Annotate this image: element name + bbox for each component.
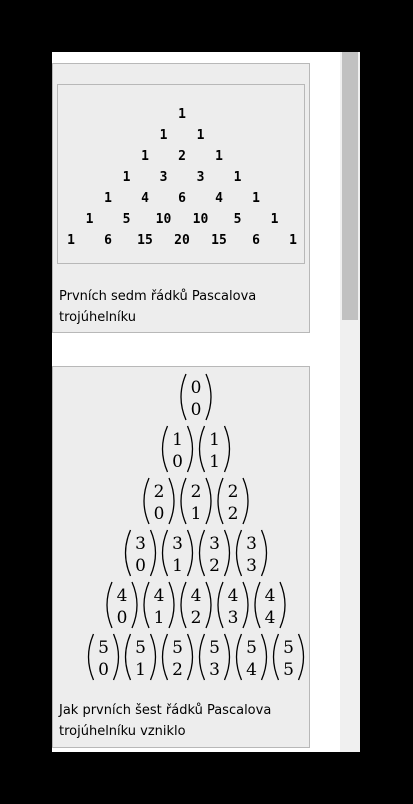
binomial-coefficient: [163, 634, 193, 680]
binomial-bottom-number: 3: [227, 608, 239, 628]
pascal-number: 1: [252, 191, 260, 206]
binomial-bottom-number: 2: [190, 608, 202, 628]
binomial-coefficient: [200, 530, 230, 576]
right-parenthesis: [114, 634, 119, 680]
binomial-coefficient: [181, 582, 211, 628]
left-parenthesis: [144, 582, 149, 628]
binomial-top-number: 4: [190, 586, 202, 606]
pascal-number: 2: [178, 149, 186, 164]
binomial-bottom-number: 1: [190, 504, 202, 524]
binomial-top-number: 5: [172, 638, 183, 658]
binomial-coefficient: [218, 478, 248, 524]
left-parenthesis: [218, 478, 223, 524]
binomial-bottom-number: 0: [153, 504, 165, 524]
binomial-top-number: 2: [190, 482, 202, 502]
binomial-bottom-number: 4: [246, 660, 257, 680]
pascal-number: 4: [215, 191, 223, 206]
right-parenthesis: [225, 426, 230, 472]
binomial-coefficient: [181, 478, 211, 524]
pascal-triangle-image: [57, 84, 305, 264]
binomial-coefficient: [274, 634, 304, 680]
left-parenthesis: [255, 582, 260, 628]
pascal-triangle-svg: [58, 85, 306, 265]
pascal-number: 5: [233, 212, 242, 227]
right-parenthesis: [132, 582, 137, 628]
binomial-top-number: 3: [172, 534, 183, 554]
binomial-top-number: 2: [227, 482, 239, 502]
binomial-top-number: 5: [135, 638, 146, 658]
pascal-number: 1: [159, 128, 168, 143]
right-parenthesis: [243, 582, 248, 628]
right-parenthesis: [188, 530, 193, 576]
pascal-number: 5: [122, 212, 131, 227]
left-parenthesis: [181, 374, 186, 420]
left-parenthesis: [163, 530, 168, 576]
pascal-number: 1: [104, 191, 112, 206]
left-parenthesis: [237, 530, 242, 576]
binomial-top-number: 5: [209, 638, 220, 658]
pascal-number: 1: [67, 233, 75, 248]
binomial-top-number: 3: [209, 534, 220, 554]
pascal-number: 1: [196, 128, 205, 143]
binomial-top-number: 4: [227, 586, 239, 606]
binomial-top-number: 0: [190, 378, 202, 398]
binomial-coefficient: [144, 582, 174, 628]
binomial-coefficient: [200, 634, 230, 680]
binomial-top-number: 5: [246, 638, 257, 658]
binomial-coefficient: [107, 582, 137, 628]
binomial-top-number: 3: [246, 534, 257, 554]
right-parenthesis: [169, 582, 174, 628]
pascal-number: 6: [104, 233, 112, 248]
binomial-top-number: 3: [135, 534, 146, 554]
binomial-bottom-number: 1: [153, 608, 165, 628]
binomial-top-number: 5: [98, 638, 109, 658]
left-parenthesis: [107, 582, 112, 628]
binomial-coefficient: [126, 634, 156, 680]
pascal-number: 20: [174, 233, 190, 248]
pascal-number: 3: [196, 170, 205, 185]
left-parenthesis: [181, 582, 186, 628]
binomial-bottom-number: 0: [135, 556, 146, 576]
pascal-number: 4: [141, 191, 149, 206]
pascal-number: 1: [270, 212, 279, 227]
left-parenthesis: [163, 634, 168, 680]
figure-caption-binomial: Jak prvních šest řádků Pascalova trojúhelníku vzniklo: [59, 703, 272, 739]
right-parenthesis: [169, 478, 174, 524]
binomial-coefficient: [181, 374, 211, 420]
right-parenthesis: [188, 426, 193, 472]
binomial-top-number: 2: [153, 482, 165, 502]
binomial-bottom-number: 3: [209, 660, 220, 680]
right-parenthesis: [151, 530, 156, 576]
binomial-coefficient: [237, 634, 267, 680]
binomial-bottom-number: 2: [209, 556, 220, 576]
right-parenthesis: [225, 530, 230, 576]
left-parenthesis: [163, 426, 168, 472]
pascal-number: 1: [215, 149, 223, 164]
right-parenthesis: [262, 530, 267, 576]
figure-binomial-triangle: [52, 366, 310, 748]
left-parenthesis: [126, 530, 131, 576]
right-parenthesis: [262, 634, 267, 680]
binomial-bottom-number: 5: [283, 660, 294, 680]
pascal-number: 1: [141, 149, 149, 164]
binomial-top-number: 1: [209, 430, 220, 450]
right-parenthesis: [225, 634, 230, 680]
binomial-bottom-number: 2: [227, 504, 239, 524]
binomial-top-number: 5: [283, 638, 294, 658]
left-parenthesis: [200, 530, 205, 576]
pascal-number: 1: [233, 170, 242, 185]
left-parenthesis: [200, 634, 205, 680]
figure-caption-pascal: Prvních sedm řádků Pascalova trojúhelníku: [59, 289, 257, 325]
pascal-number: 10: [155, 212, 172, 227]
binomial-top-number: 1: [172, 430, 183, 450]
binomial-bottom-number: 2: [172, 660, 183, 680]
binomial-coefficient: [144, 478, 174, 524]
binomial-bottom-number: 0: [190, 400, 202, 420]
article-viewport: [52, 52, 360, 752]
pascal-number: 15: [211, 233, 227, 248]
pascal-number: 3: [159, 170, 168, 185]
left-parenthesis: [218, 582, 223, 628]
pascal-number: 1: [289, 233, 297, 248]
left-parenthesis: [126, 634, 131, 680]
left-parenthesis: [274, 634, 279, 680]
right-parenthesis: [206, 478, 211, 524]
right-parenthesis: [206, 582, 211, 628]
right-parenthesis: [299, 634, 304, 680]
figure-pascal-triangle: [52, 63, 310, 333]
binomial-bottom-number: 0: [172, 452, 183, 472]
left-parenthesis: [200, 426, 205, 472]
pascal-number: 10: [192, 212, 209, 227]
binomial-coefficient: [218, 582, 248, 628]
right-parenthesis: [280, 582, 285, 628]
right-parenthesis: [188, 634, 193, 680]
right-parenthesis: [151, 634, 156, 680]
pascal-number: 1: [122, 170, 131, 185]
binomial-bottom-number: 1: [209, 452, 220, 472]
binomial-top-number: 4: [153, 586, 165, 606]
binomial-coefficient: [163, 530, 193, 576]
binomial-bottom-number: 0: [116, 608, 128, 628]
binomial-coefficient: [89, 634, 119, 680]
binomial-coefficient: [255, 582, 285, 628]
left-parenthesis: [144, 478, 149, 524]
binomial-bottom-number: 0: [98, 660, 109, 680]
binomial-bottom-number: 3: [246, 556, 257, 576]
binomial-top-number: 4: [264, 586, 276, 606]
pascal-number: 6: [252, 233, 260, 248]
binomial-coefficient: [237, 530, 267, 576]
binomial-bottom-number: 1: [172, 556, 183, 576]
scrollbar-thumb[interactable]: [342, 52, 358, 320]
binomial-bottom-number: 4: [264, 608, 276, 628]
right-parenthesis: [206, 374, 211, 420]
left-parenthesis: [237, 634, 242, 680]
binomial-bottom-number: 1: [135, 660, 146, 680]
left-parenthesis: [89, 634, 94, 680]
pascal-number: 15: [137, 233, 153, 248]
pascal-number: 6: [178, 191, 186, 206]
binomial-coefficient: [163, 426, 193, 472]
pascal-number: 1: [85, 212, 94, 227]
binomial-coefficient: [200, 426, 230, 472]
binomial-top-number: 4: [116, 586, 128, 606]
binomial-coefficient: [126, 530, 156, 576]
right-parenthesis: [243, 478, 248, 524]
pascal-number: 1: [178, 107, 186, 122]
binomial-triangle-svg: [53, 367, 311, 697]
vertical-scrollbar[interactable]: [340, 52, 360, 752]
left-parenthesis: [181, 478, 186, 524]
